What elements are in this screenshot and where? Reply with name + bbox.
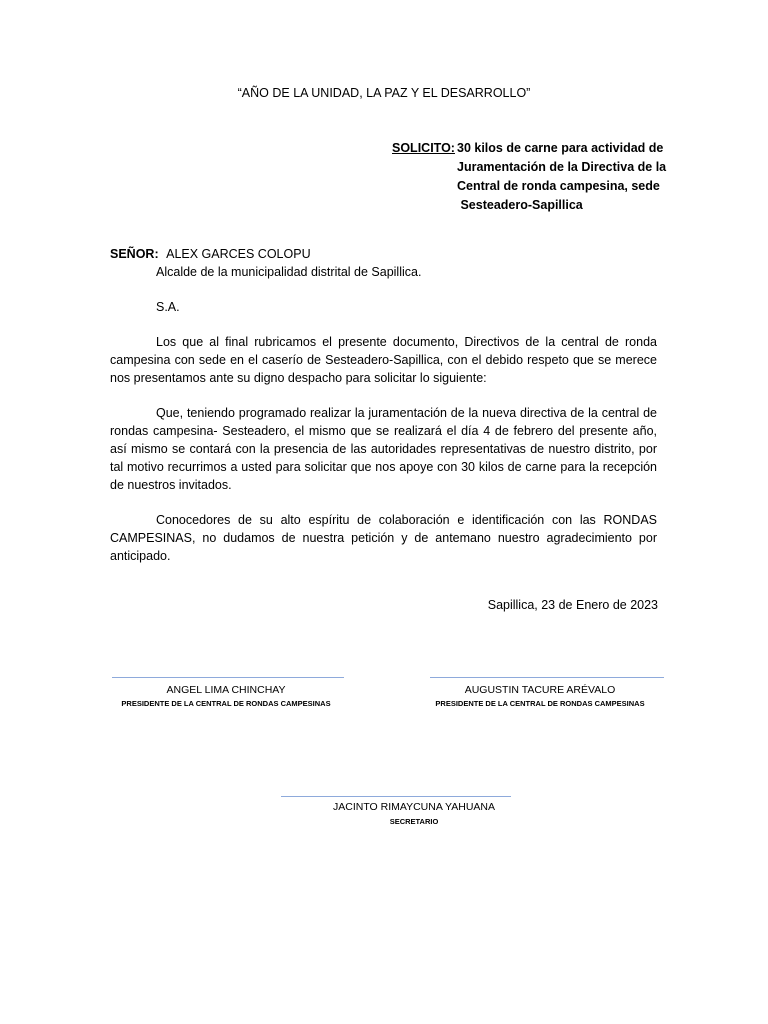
solicito-line: Sesteadero-Sapillica (457, 198, 583, 212)
document-heading: “AÑO DE LA UNIDAD, LA PAZ Y EL DESARROLLO” (237, 86, 531, 100)
solicito-label: SOLICITO: (392, 141, 455, 155)
solicito-block (392, 139, 667, 212)
solicito-line: Juramentación de la Directiva de la (457, 160, 667, 174)
solicito-text (457, 139, 677, 215)
solicito-line: Central de ronda campesina, sede (457, 179, 660, 193)
body-paragraph-3: Conocedores de su alto espíritu de colaboración e identificación con las RONDAS CAMPESINAS, no dudamos de nuestra petición y de antemano nuestro agradecimiento por anticipado. (110, 513, 657, 563)
signature-name: ANGEL LIMA CHINCHAY (166, 684, 286, 696)
recipient-role: Alcalde de la municipalidad distrital de Sapillica. (156, 265, 422, 279)
signature-name: JACINTO RIMAYCUNA YAHUANA (332, 801, 495, 813)
signature-line (281, 796, 511, 797)
signature-line (430, 677, 664, 678)
signature-title: PRESIDENTE DE LA CENTRAL DE RONDAS CAMPESINAS (435, 699, 645, 708)
recipient-line (110, 247, 311, 261)
recipient-prefix: SEÑOR: (110, 247, 159, 261)
signature-name: AUGUSTIN TACURE ARÉVALO (464, 684, 616, 696)
date-line: Sapillica, 23 de Enero de 2023 (487, 598, 658, 612)
body-paragraph-1: Los que al final rubricamos el presente documento, Directivos de la central de ronda campesina con sede en el caserío de Sesteadero-Sapillica, con el debido respeto que se merece nos presentamos ante su digno despacho para solicitar lo siguiente: (110, 335, 657, 385)
body-paragraph-2: Que, teniendo programado realizar la juramentación de la nueva directiva de la central de rondas campesina- Sesteadero, el mismo que se realizará el día 4 de febrero del presente año, así mismo se contará con la presencia de las autoridades representativas de nuestro distrito, por tal motivo recurrimos a usted para solicitar que nos apoye con 30 kilos de carne para la recepción de nuestros invitados. (110, 406, 657, 492)
recipient-sa: S.A. (156, 300, 180, 314)
solicito-line: 30 kilos de carne para actividad de (457, 141, 664, 155)
signature-title: PRESIDENTE DE LA CENTRAL DE RONDAS CAMPESINAS (121, 699, 331, 708)
signature-title: SECRETARIO (389, 817, 439, 826)
recipient-name: ALEX GARCES COLOPU (166, 247, 311, 261)
signature-line (112, 677, 344, 678)
